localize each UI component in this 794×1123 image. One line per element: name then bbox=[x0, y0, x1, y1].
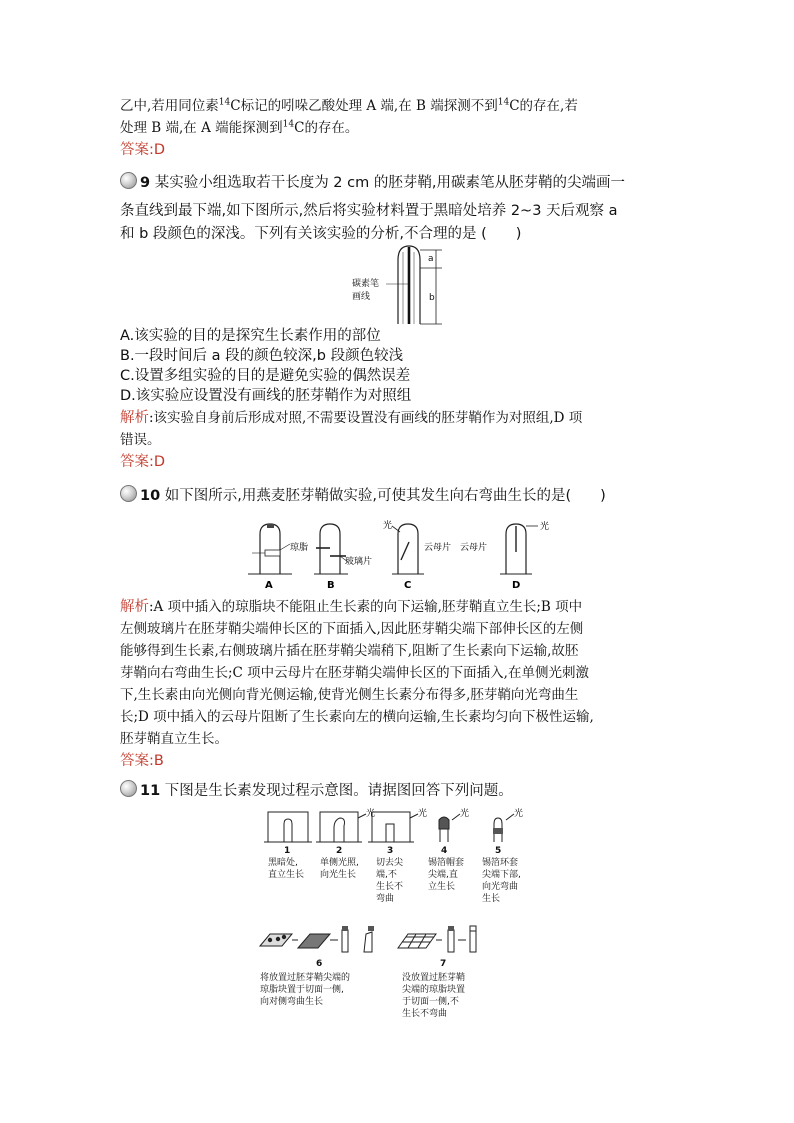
q11-panel-4 bbox=[428, 807, 469, 892]
q9-stem-line-2: 条直线到最下端,如下图所示,然后将实验材料置于黑暗处培养 2~3 天后观察 a bbox=[120, 203, 618, 219]
q8-text-line-1: 乙中,若用同位素$^{14}$C标记的吲哚乙酸处理 A 端,在 B 端探测不到$^{14}$C的存在,若 bbox=[120, 97, 578, 114]
svg-text:切去尖: 切去尖 bbox=[376, 858, 404, 868]
label-pen-1: 碳素笔 bbox=[352, 279, 380, 289]
q11-figure bbox=[258, 806, 558, 1034]
svg-text:锡箔帽套: 锡箔帽套 bbox=[428, 858, 465, 868]
q10-figure bbox=[248, 514, 558, 594]
panel-4-num: 4 bbox=[441, 846, 448, 856]
q10-figure-b bbox=[314, 524, 372, 591]
q11-number: 11 bbox=[140, 783, 161, 799]
q11-panel-2 bbox=[316, 807, 375, 880]
q9-coleoptile-figure bbox=[350, 244, 460, 326]
q9-stem-line-3: 和 b 段颜色的深浅。下列有关该实验的分析,不合理的是 ( ) bbox=[120, 226, 522, 242]
label-light-c: 光 bbox=[383, 521, 393, 531]
q9-analysis-line-1: 解析:该实验自身前后形成对照,不需要设置没有画线的胚芽鞘作为对照组,D 项 bbox=[120, 410, 583, 426]
q9-option-a: A.该实验的目的是探究生长素作用的部位 bbox=[120, 328, 381, 344]
analysis-label: 解析 bbox=[120, 599, 149, 615]
svg-text:光: 光 bbox=[460, 809, 470, 819]
q11-panel-5 bbox=[482, 807, 523, 904]
svg-text:直立生长: 直立生长 bbox=[268, 870, 305, 880]
panel-3-num: 3 bbox=[387, 846, 394, 856]
svg-text:尖端的琼脂块置: 尖端的琼脂块置 bbox=[402, 985, 466, 995]
q10-analysis-line-6: 长;D 项中插入的云母片阻断了生长素向左的横向运输,生长素均匀向下极性运输, bbox=[120, 709, 594, 725]
svg-text:锡箔环套: 锡箔环套 bbox=[482, 858, 519, 868]
q11-stem: 11 下图是生长素发现过程示意图。请据图回答下列问题。 bbox=[120, 780, 513, 801]
svg-text:立生长: 立生长 bbox=[428, 882, 456, 892]
q10-number: 10 bbox=[140, 488, 161, 504]
panel-5-num: 5 bbox=[495, 846, 502, 856]
label-mica-c: 云母片 bbox=[424, 543, 452, 553]
letter-a: A bbox=[265, 580, 273, 591]
q10-answer: 答案:B bbox=[120, 753, 164, 769]
q9-option-b: B.一段时间后 a 段的颜色较深,b 段颜色较浅 bbox=[120, 348, 404, 364]
svg-text:光: 光 bbox=[418, 809, 428, 819]
q10-analysis-line-2: 左侧玻璃片在胚芽鞘尖端伸长区的下面插入,因此胚芽鞘尖端下部伸长区的左侧 bbox=[120, 621, 584, 637]
q9-analysis-line-2: 错误。 bbox=[120, 432, 161, 448]
label-mica-d: 云母片 bbox=[460, 543, 488, 553]
svg-text:没放置过胚芽鞘: 没放置过胚芽鞘 bbox=[402, 973, 466, 983]
svg-text:弯曲: 弯曲 bbox=[376, 894, 395, 904]
svg-text:琼脂块置于切面一侧,: 琼脂块置于切面一侧, bbox=[260, 985, 344, 995]
label-agar: 琼脂 bbox=[290, 543, 309, 553]
q9-stem-line-1: 9 某实验小组选取若干长度为 2 cm 的胚芽鞘,用碳素笔从胚芽鞘的尖端画一 bbox=[120, 172, 625, 193]
q10-analysis-line-3: 能够得到生长素,右侧玻璃片插在胚芽鞘尖端稍下,阻断了生长素向下运输,故胚 bbox=[120, 643, 579, 659]
label-b: b bbox=[429, 293, 435, 303]
svg-text:生长不弯曲: 生长不弯曲 bbox=[402, 1009, 448, 1019]
svg-text:向光弯曲: 向光弯曲 bbox=[482, 882, 519, 892]
question-bullet-icon bbox=[120, 485, 137, 502]
q11-panel-1 bbox=[264, 812, 312, 880]
svg-text:生长不: 生长不 bbox=[376, 882, 404, 892]
svg-text:将放置过胚芽鞘尖端的: 将放置过胚芽鞘尖端的 bbox=[260, 973, 351, 983]
svg-text:向对侧弯曲生长: 向对侧弯曲生长 bbox=[260, 997, 324, 1007]
q10-figure-a bbox=[248, 524, 308, 591]
svg-text:光: 光 bbox=[514, 809, 524, 819]
q11-panel-7 bbox=[398, 926, 476, 1019]
q10-analysis-line-4: 芽鞘向右弯曲生长;C 项中云母片在胚芽鞘尖端伸长区的下面插入,在单侧光刺激 bbox=[120, 665, 589, 681]
q10-stem: 10 如下图所示,用燕麦胚芽鞘做实验,可使其发生向右弯曲生长的是( ) bbox=[120, 485, 606, 506]
svg-text:光: 光 bbox=[366, 809, 376, 819]
svg-text:端,不: 端,不 bbox=[376, 870, 397, 880]
q10-figure-c bbox=[383, 519, 451, 591]
q9-answer: 答案:D bbox=[120, 454, 166, 470]
panel-2-num: 2 bbox=[336, 846, 343, 856]
label-glass: 玻璃片 bbox=[345, 557, 373, 567]
letter-c: C bbox=[404, 580, 412, 591]
svg-text:尖端,直: 尖端,直 bbox=[428, 870, 458, 880]
panel-7-num: 7 bbox=[440, 959, 447, 969]
svg-text:于切面一侧,不: 于切面一侧,不 bbox=[402, 997, 459, 1007]
label-light-d: 光 bbox=[540, 522, 550, 532]
label-pen-2: 画线 bbox=[352, 292, 371, 302]
analysis-label: 解析 bbox=[120, 410, 149, 426]
q9-option-d: D.该实验应设置没有画线的胚芽鞘作为对照组 bbox=[120, 388, 412, 404]
question-bullet-icon bbox=[120, 172, 137, 189]
q9-option-c: C.设置多组实验的目的是避免实验的偶然误差 bbox=[120, 368, 411, 384]
q11-panel-6 bbox=[260, 926, 374, 1007]
svg-text:向光生长: 向光生长 bbox=[320, 870, 357, 880]
svg-text:尖端下部,: 尖端下部, bbox=[482, 870, 521, 880]
q10-figure-d bbox=[460, 520, 549, 591]
svg-text:生长: 生长 bbox=[482, 894, 501, 904]
panel-6-num: 6 bbox=[316, 959, 323, 969]
q9-number: 9 bbox=[140, 175, 151, 191]
q11-panel-3 bbox=[368, 807, 427, 904]
svg-text:单侧光照,: 单侧光照, bbox=[320, 858, 359, 868]
q10-analysis-line-5: 下,生长素由向光侧向背光侧运输,使背光侧生长素分布得多,胚芽鞘向光弯曲生 bbox=[120, 687, 579, 703]
letter-b: B bbox=[327, 580, 335, 591]
letter-d: D bbox=[512, 580, 521, 591]
q10-analysis-line-7: 胚芽鞘直立生长。 bbox=[120, 731, 228, 747]
label-a: a bbox=[428, 254, 434, 264]
svg-text:黑暗处,: 黑暗处, bbox=[268, 858, 298, 868]
question-bullet-icon bbox=[120, 780, 137, 797]
q8-answer: 答案:D bbox=[120, 142, 166, 158]
panel-1-num: 1 bbox=[284, 846, 291, 856]
q10-analysis-line-1: 解析:A 项中插入的琼脂块不能阻止生长素的向下运输,胚芽鞘直立生长;B 项中 bbox=[120, 599, 583, 615]
q8-text-line-2: 处理 B 端,在 A 端能探测到$^{14}$C的存在。 bbox=[120, 119, 359, 136]
